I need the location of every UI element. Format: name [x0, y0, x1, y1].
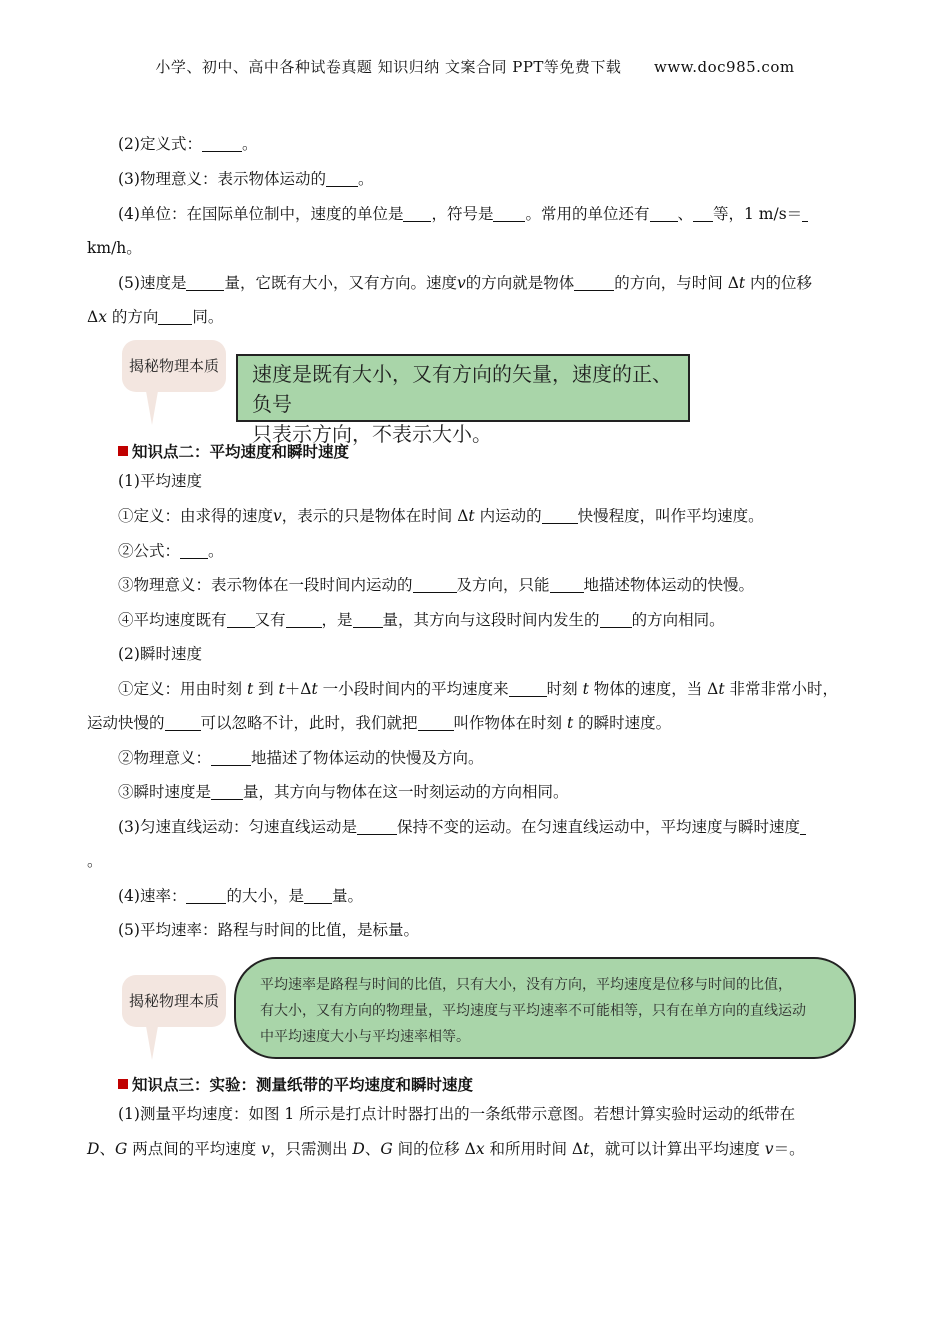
- text: 到: [253, 680, 279, 698]
- text: 知识点二：平均速度和瞬时速度: [132, 442, 350, 461]
- text: t: [582, 680, 589, 698]
- text: 的方向: [106, 308, 159, 326]
- text: (3)匀速直线运动：匀速直线运动是: [118, 818, 357, 836]
- text: x: [98, 308, 107, 326]
- text: 、: [364, 1140, 381, 1158]
- text: ②物理意义：: [118, 749, 212, 767]
- text: 保持不变的运动。在匀速直线运动中，平均速度与瞬时速度: [396, 818, 800, 836]
- vector-line: [118, 272, 878, 294]
- fill-blank[interactable]: [304, 887, 332, 904]
- inst-vector-line: [118, 781, 878, 803]
- text: v: [764, 1140, 774, 1158]
- text: ①定义：由求得的速度: [118, 507, 274, 525]
- text: ，只需测出: [269, 1140, 353, 1158]
- text: 的方向就是物体: [465, 274, 575, 292]
- text: 地描述物体运动的快慢。: [583, 576, 755, 594]
- text: ④平均速度既有: [118, 611, 227, 629]
- fill-blank[interactable]: [600, 611, 632, 628]
- text: v: [456, 274, 466, 292]
- text: 叫作物体在时刻: [453, 714, 567, 732]
- text: km/h。: [87, 239, 142, 257]
- fill-blank[interactable]: [418, 714, 454, 731]
- fill-blank[interactable]: [326, 170, 358, 187]
- text: 等，1 m/s＝: [713, 205, 803, 223]
- text: D: [352, 1140, 365, 1158]
- text: ③瞬时速度是: [118, 783, 212, 801]
- text: (3)物理意义：表示物体运动的: [118, 170, 326, 188]
- text: Δ: [87, 308, 99, 326]
- fill-blank[interactable]: [357, 818, 397, 835]
- text: 两点间的平均速度: [127, 1140, 262, 1158]
- callout-box: [236, 354, 690, 446]
- text: 。: [87, 852, 103, 870]
- text: 一小段时间内的平均速度来: [317, 680, 509, 698]
- text: 知识点三：实验：测量纸带的平均速度和瞬时速度: [132, 1075, 474, 1094]
- text: 量，其方向与物体在这一时刻运动的方向相同。: [243, 783, 569, 801]
- text: 的大小，是: [226, 887, 304, 905]
- text: t: [246, 680, 254, 698]
- measure-avg-line-cont: [87, 1138, 877, 1160]
- text: 。: [208, 542, 224, 560]
- avg-def-line: [118, 505, 878, 527]
- text: 。: [241, 135, 258, 153]
- text: t: [468, 507, 475, 525]
- text: 内的位移: [745, 274, 813, 292]
- text: 运动快慢的: [87, 714, 165, 732]
- fill-blank[interactable]: [509, 680, 547, 697]
- text: (2)定义式：: [118, 135, 202, 153]
- callout-box: [234, 957, 856, 1059]
- text: 又有: [254, 611, 286, 629]
- fill-blank[interactable]: [800, 818, 806, 835]
- fill-blank[interactable]: [493, 205, 525, 222]
- fill-blank[interactable]: [693, 205, 713, 222]
- callout-text: 有大小，又有方向的物理量，平均速度与平均速率不可能相等，只有在单方向的直线运动: [260, 1003, 806, 1019]
- avg-vector-line: [118, 609, 878, 631]
- text: x: [475, 1140, 485, 1158]
- text: t: [311, 680, 318, 698]
- text: (1)平均速度: [118, 472, 202, 490]
- text: 。: [357, 170, 374, 188]
- text: t: [738, 274, 746, 292]
- callout-text: 中平均速度大小与平均速率相等。: [260, 1029, 470, 1045]
- fill-blank[interactable]: [186, 274, 224, 291]
- text: (2)瞬时速度: [118, 645, 202, 663]
- unit-line: [118, 203, 878, 225]
- fill-blank[interactable]: [186, 887, 226, 904]
- fill-blank[interactable]: [353, 611, 383, 628]
- text: (4)单位：在国际单位制中，速度的单位是: [118, 205, 404, 223]
- text: 的瞬时速度。: [573, 714, 672, 732]
- text: ，是: [321, 611, 353, 629]
- fill-blank[interactable]: [413, 576, 457, 593]
- fill-blank[interactable]: [650, 205, 678, 222]
- text: 间的位移 Δ: [392, 1140, 476, 1158]
- measure-avg-line: [118, 1103, 878, 1125]
- text: 同。: [192, 308, 224, 326]
- text: t: [718, 680, 725, 698]
- text: t: [583, 1140, 590, 1158]
- page-header: [0, 56, 950, 77]
- vector-line-cont: [87, 306, 877, 328]
- fill-blank[interactable]: [574, 274, 614, 291]
- text: 内运动的: [474, 507, 542, 525]
- text: (1)测量平均速度：如图 1 所示是打点计时器打出的一条纸带示意图。若想计算实验时运动的纸带在: [118, 1105, 796, 1123]
- text: D: [87, 1140, 100, 1158]
- fill-blank[interactable]: [158, 308, 192, 325]
- text: ②公式：: [118, 542, 181, 560]
- text: 的方向，与时间 Δ: [614, 274, 739, 292]
- unit-line-cont: [87, 237, 877, 259]
- text: 的方向相同。: [631, 611, 725, 629]
- text: 及方向，只能: [456, 576, 550, 594]
- text: (5)平均速率：路程与时间的比值，是标量。: [118, 921, 419, 939]
- subheading: [118, 470, 878, 492]
- text: (5)速度是: [118, 274, 187, 292]
- bullet-square-icon: [118, 446, 128, 456]
- inst-def-line-cont: [87, 712, 877, 734]
- text: 量，其方向与这段时间内发生的: [382, 611, 600, 629]
- fill-blank[interactable]: [227, 611, 255, 628]
- text: (4)速率：: [118, 887, 187, 905]
- text: 、: [677, 205, 694, 223]
- text: 时刻: [546, 680, 583, 698]
- subheading: [118, 643, 878, 665]
- text: 和所用时间 Δ: [484, 1140, 584, 1158]
- bullet-square-icon: [118, 1079, 128, 1089]
- section-title: [118, 1073, 473, 1095]
- fill-blank[interactable]: [211, 749, 251, 766]
- text: ，表示的只是物体在时间 Δ: [281, 507, 469, 525]
- text: 量，它既有大小，又有方向。速度: [224, 274, 457, 292]
- text: ③物理意义：表示物体在一段时间内运动的: [118, 576, 413, 594]
- callout-label: 揭秘物理本质: [122, 340, 226, 392]
- text: ，符号是: [431, 205, 494, 223]
- text: G: [380, 1140, 393, 1158]
- text: 地描述了物体运动的快慢及方向。: [251, 749, 484, 767]
- text: 快慢程度，叫作平均速度。: [577, 507, 764, 525]
- fill-blank[interactable]: [802, 205, 808, 222]
- header-text: 小学、初中、高中各种试卷真题 知识归纳 文案合同 PPT等免费下载: [155, 58, 622, 76]
- text: ，就可以计算出平均速度: [589, 1140, 765, 1158]
- text: 、: [99, 1140, 115, 1158]
- avg-speed-line: [118, 919, 878, 941]
- callout-tail: [146, 391, 158, 425]
- inst-meaning-line: [118, 747, 878, 769]
- fill-blank[interactable]: [165, 714, 201, 731]
- text: t: [566, 714, 574, 732]
- text: ＝。: [773, 1140, 805, 1158]
- header-url: www.doc985.com: [653, 58, 795, 76]
- fill-blank[interactable]: [202, 135, 242, 152]
- text: 非常非常小时，: [724, 680, 839, 698]
- avg-meaning-line: [118, 574, 878, 596]
- fill-blank[interactable]: [542, 507, 578, 524]
- avg-formula-line: [118, 540, 878, 562]
- callout-text: 平均速率是路程与时间的比值，只有大小，没有方向，平均速度是位移与时间的比值，: [260, 977, 792, 993]
- text: 量。: [331, 887, 363, 905]
- callout-tail: [146, 1026, 158, 1060]
- uniform-motion-line-cont: [87, 850, 877, 872]
- callout-label: 揭秘物理本质: [122, 975, 226, 1027]
- callout-text: 速度是既有大小，又有方向的矢量，速度的正、负号: [252, 362, 672, 416]
- fill-blank[interactable]: [550, 576, 584, 593]
- inst-def-line: [118, 678, 878, 700]
- fill-blank[interactable]: [403, 205, 431, 222]
- text: v: [261, 1140, 270, 1158]
- text: ①定义：用由时刻: [118, 680, 247, 698]
- definition-formula-line: [118, 133, 878, 155]
- speed-line: [118, 885, 878, 907]
- section-title: [118, 440, 349, 462]
- fill-blank[interactable]: [180, 542, 208, 559]
- text: 可以忽略不计，此时，我们就把: [200, 714, 418, 732]
- text: G: [114, 1140, 128, 1158]
- text: 。常用的单位还有: [525, 205, 650, 223]
- fill-blank[interactable]: [286, 611, 322, 628]
- fill-blank[interactable]: [211, 783, 243, 800]
- text: t: [278, 680, 285, 698]
- uniform-motion-line: [118, 816, 878, 838]
- text: v: [273, 507, 282, 525]
- callout-text: 只表示方向，不表示大小。: [252, 422, 492, 446]
- text: ＋Δ: [284, 680, 312, 698]
- physical-meaning-line: [118, 168, 878, 190]
- text: 物体的速度，当 Δ: [588, 680, 719, 698]
